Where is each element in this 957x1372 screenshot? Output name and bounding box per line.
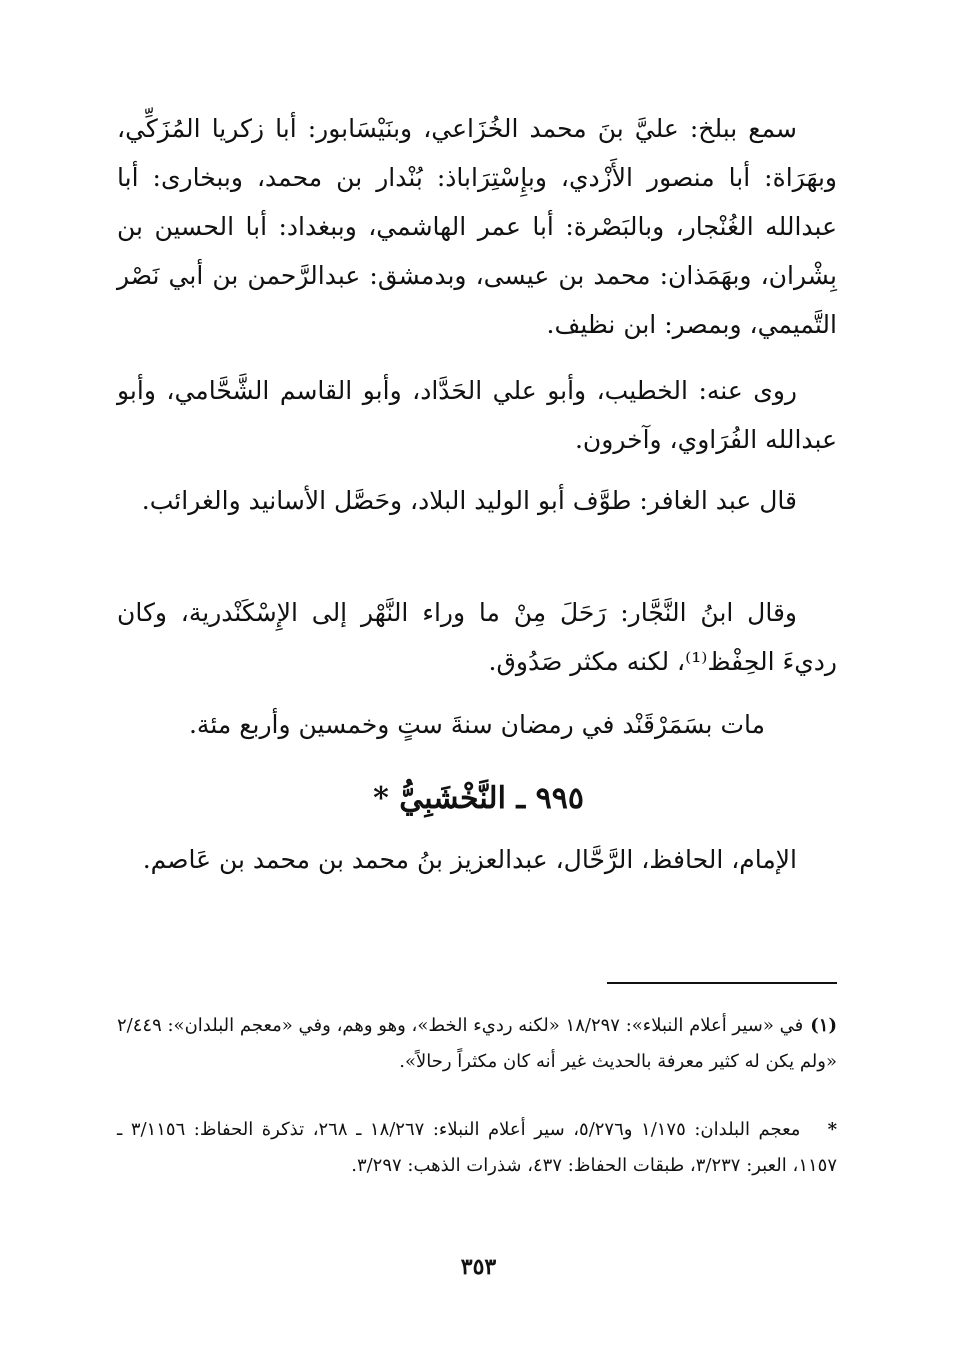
paragraph-death: مات بسَمَرْقَنْد في رمضان سنةَ ستٍ وخمسين وأربع مئة.	[188, 710, 766, 739]
footnote-sources	[117, 1112, 837, 1184]
footnote-1-text: في «سير أعلام النبلاء»: ١٨/٢٩٧ «لكنه رديء الخط»، وهو وهم، وفي «معجم البلدان»: ٢/٤٤٩ «ولم يكن له كثير معرفة بالحديث غير أنه كان مكثراً رحالاً».	[117, 1015, 837, 1072]
paragraph-teachers: سمع ببلخ: عليَّ بنَ محمد الخُزَاعي، وبنَيْسَابور: أبا زكريا المُزَكِّي، وبهَرَاة: أبا منصور الأَزْدي، وبإِسْتِرَاباذ: بُنْدار بن محمد، وببخارى: أبا عبدالله الغُنْجار، وبالبَصْرة: أبا عمر الهاشمي، وببغداد: أبا الحسين بن بِشْران، وبهَمَذان: محمد بن عيسى، وبدمشق: عبدالرَّحمن بن أبي نَصْر التَّميمي، وبمصر: ابن نظيف.	[117, 114, 838, 339]
page-number: ٣٥٣	[460, 1254, 497, 1280]
footnote-1	[117, 1008, 837, 1080]
footnote-sources-text: معجم البلدان: ١/١٧٥ و٥/٢٧٦، سير أعلام النبلاء: ١٨/٢٦٧ ـ ٢٦٨، تذكرة الحفاظ: ٣/١١٥٦ ـ ١١٥٧، العبر: ٣/٢٣٧، طبقات الحفاظ: ٤٣٧، شذرات الذهب: ٣/٢٩٧.	[117, 1119, 837, 1176]
footnote-sources-marker: *	[827, 1119, 837, 1140]
paragraph-abd-al-ghafir: قال عبد الغافر: طوَّف أبو الوليد البلاد، وحَصَّل الأسانيد والغرائب.	[141, 486, 797, 515]
entry-text: الإمام، الحافظ، الرَّحَّال، عبدالعزيز بنُ محمد بن محمد بن عَاصم.	[142, 845, 797, 874]
paragraph-ibn-al-najjar: وقال ابنُ النَّجَّار: رَحَلَ مِنْ ما وراء النَّهْر إلى الإِسْكَنْدرية، وكان رديءَ الحِفْظ⁽¹⁾، لكنه مكثر صَدُوق.	[117, 598, 837, 676]
footnote-divider	[607, 982, 837, 984]
entry-heading: ٩٩٥ ـ النَّخْشَبِيُّ *	[373, 781, 584, 816]
footnote-1-marker: (١)	[810, 1015, 837, 1036]
paragraph-narrators: روى عنه: الخطيب، وأبو علي الحَدَّاد، وأبو القاسم الشَّحَّامي، وأبو عبدالله الفُرَاوي، وآخرون.	[117, 376, 837, 454]
